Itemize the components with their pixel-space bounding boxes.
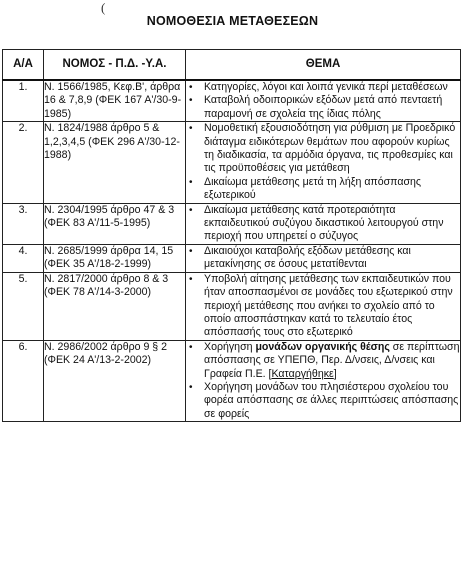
law-reference: Ν. 1566/1985, Κεφ.Β', άρθρα 16 & 7,8,9 (ΦΕΚ 167 Α'/30-9-1985)	[44, 80, 186, 122]
topic-bullet-item	[186, 204, 460, 244]
document-title: ΝΟΜΟΘΕΣΙΑ ΜΕΤΑΘΕΣΕΩΝ	[146, 14, 319, 28]
topic-bullet-item	[186, 381, 460, 421]
topic-cell	[186, 272, 461, 340]
topic-text: Δικαίωμα μετάθεσης κατά προτεραιότητα εκπαιδευτικού συζύγου δικαστικού λειτουργού στην περιοχή που υπηρετεί ο σύζυγος	[204, 203, 444, 243]
topic-cell	[186, 80, 461, 122]
bullet-icon: •	[189, 204, 193, 216]
topic-bullet-list	[186, 341, 460, 421]
table-header	[3, 50, 461, 81]
bullet-icon: •	[189, 381, 193, 393]
row-number: 6.	[3, 340, 44, 421]
topic-text: σε περίπτωση απόσπασης σε ΥΠΕΠΘ, Περ. Δ/νσεις, Δ/νσεις και Γραφεία Π.Ε. [	[204, 340, 460, 380]
bullet-icon: •	[189, 176, 193, 188]
topic-text: Δικαιούχοι καταβολής εξόδων μετάθεσης και μετακίνησης σε όσους μετατίθενται	[204, 244, 411, 271]
column-header-topic: ΘΕΜΑ	[186, 50, 461, 81]
column-header-law: ΝΟΜΟΣ - Π.Δ. -Υ.Α.	[44, 50, 186, 81]
bullet-icon: •	[189, 245, 193, 257]
topic-text: ]	[333, 367, 337, 380]
topic-bullet-item	[186, 341, 460, 381]
topic-cell	[186, 203, 461, 244]
row-number: 3.	[3, 203, 44, 244]
table-row	[3, 122, 461, 203]
topic-text: Υποβολή αίτησης μετάθεσης των εκπαιδευτικών που ήταν αποσπασμένοι σε μονάδες του εξωτερικού στην περιοχή μετάθεσης που ανήκει το σχολείο από το οποίο αποσπάστηκαν κατά το τελευταίο έτος απόσπασής τους στο εξωτερικό	[204, 272, 453, 339]
bullet-icon: •	[189, 341, 193, 353]
row-number: 1.	[3, 80, 44, 122]
topic-bullet-item	[186, 122, 460, 176]
topic-bullet-list	[186, 81, 460, 121]
stray-parenthesis-mark: (	[101, 0, 106, 15]
law-reference: Ν. 2304/1995 άρθρο 47 & 3 (ΦΕΚ 83 Α'/11-5-1995)	[44, 203, 186, 244]
topic-bullet-list	[186, 122, 460, 202]
legislation-table	[2, 49, 461, 422]
table-row	[3, 244, 461, 272]
law-reference: Ν. 2685/1999 άρθρα 14, 15 (ΦΕΚ 35 Α'/18-2-1999)	[44, 244, 186, 272]
topic-text: μονάδων οργανικής θέσης	[255, 340, 390, 353]
law-reference: Ν. 2986/2002 άρθρο 9 § 2 (ΦΕΚ 24 Α'/13-2-2002)	[44, 340, 186, 421]
topic-bullet-item	[186, 81, 460, 94]
table-row	[3, 80, 461, 122]
topic-text: Καταργήθηκε	[271, 367, 334, 380]
topic-bullet-item	[186, 176, 460, 203]
topic-text: Δικαίωμα μετάθεσης μετά τη λήξη απόσπασης εξωτερικού	[204, 175, 421, 202]
topic-bullet-item	[186, 245, 460, 272]
topic-text: Χορήγηση	[204, 340, 256, 353]
topic-text: Κατηγορίες, λόγοι και λοιπά γενικά περί μεταθέσεων	[204, 81, 448, 93]
row-number: 5.	[3, 272, 44, 340]
bullet-icon: •	[189, 123, 193, 135]
table-row	[3, 340, 461, 421]
column-header-number: Α/Α	[3, 50, 44, 81]
topic-bullet-item	[186, 94, 460, 121]
bullet-icon: •	[189, 82, 193, 93]
topic-bullet-list	[186, 245, 460, 272]
topic-bullet-list	[186, 273, 460, 340]
law-reference: Ν. 2817/2000 άρθρο 8 & 3 (ΦΕΚ 78 Α'/14-3-2000)	[44, 272, 186, 340]
topic-bullet-item	[186, 273, 460, 340]
table-body	[3, 80, 461, 422]
table-header-row	[3, 50, 461, 81]
table-row	[3, 203, 461, 244]
topic-cell	[186, 244, 461, 272]
topic-cell	[186, 340, 461, 421]
topic-text: Χορήγηση μονάδων του πλησιέστερου σχολείου του φορέα απόσπασης σε άλλες περιπτώσεις απόσπασης σε φορείς	[204, 380, 459, 420]
bullet-icon: •	[189, 273, 193, 285]
topic-text: Νομοθετική εξουσιοδότηση για ρύθμιση με Προεδρικό διάταγμα ειδικότερων θεμάτων που αφορούν κυρίως τη διαδικασία, τα αρμόδια όργανα, τις προθεσμίες και τις προϋποθέσεις για μετάθεση	[204, 122, 456, 175]
table-row	[3, 272, 461, 340]
law-reference: Ν. 1824/1988 άρθρο 5 & 1,2,3,4,5 (ΦΕΚ 296 Α'/30-12-1988)	[44, 122, 186, 203]
topic-text: Καταβολή οδοιπορικών εξόδων μετά από πενταετή παραμονή σε σχολεία της ίδιας πόλης	[204, 94, 443, 120]
row-number: 2.	[3, 122, 44, 203]
row-number: 4.	[3, 244, 44, 272]
bullet-icon: •	[189, 95, 193, 107]
topic-cell	[186, 122, 461, 203]
topic-bullet-list	[186, 204, 460, 244]
